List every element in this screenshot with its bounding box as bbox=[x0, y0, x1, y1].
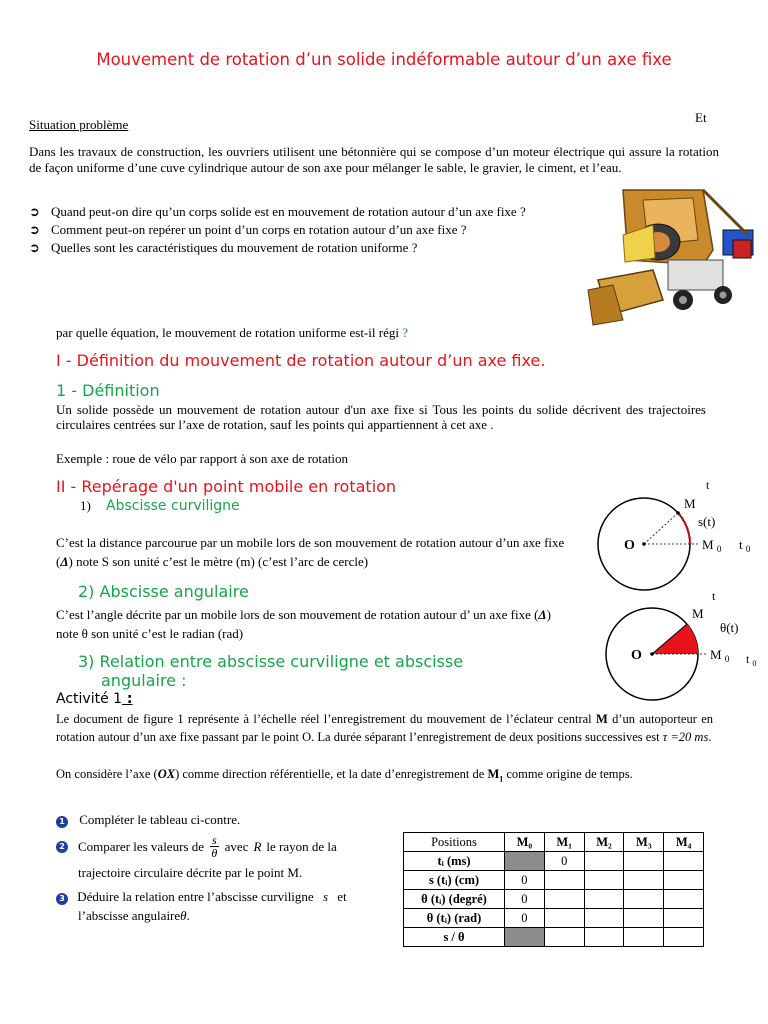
svg-text:t 0 bbox=[739, 537, 751, 554]
question-item: ➲ Quand peut-on dire qu’un corps solide est en mouvement de rotation autour d’un axe fixe ? bbox=[29, 204, 526, 220]
section-2-title: II - Repérage d'un point mobile en rotation bbox=[56, 477, 397, 496]
table-cell[interactable] bbox=[664, 871, 704, 890]
table-cell[interactable] bbox=[624, 871, 664, 890]
table-cell[interactable] bbox=[624, 852, 664, 871]
row-label: θ (tᵢ) (rad) bbox=[404, 909, 505, 928]
table-cell[interactable] bbox=[624, 928, 664, 947]
table-cell[interactable] bbox=[505, 852, 545, 871]
row-label: θ (tᵢ) (degré) bbox=[404, 890, 505, 909]
arrow-bullet-icon: ➲ bbox=[29, 205, 40, 220]
table-row bbox=[404, 852, 704, 871]
table-cell[interactable] bbox=[584, 909, 624, 928]
table-cell[interactable] bbox=[624, 909, 664, 928]
last-question: par quelle équation, le mouvement de rotation uniforme est-il régi ? bbox=[56, 325, 408, 340]
question-list bbox=[29, 204, 629, 258]
table-cell[interactable] bbox=[664, 928, 704, 947]
diagram1-arc: s(t) bbox=[698, 514, 716, 529]
question-item: ➲ Comment peut-on repérer un point d’un corps en rotation autour d’un axe fixe ? bbox=[29, 222, 467, 238]
situation-heading: Situation problème bbox=[29, 117, 129, 132]
table-cell[interactable] bbox=[584, 852, 624, 871]
section-1-title: I - Définition du mouvement de rotation autour d’un axe fixe. bbox=[56, 351, 546, 370]
table-cell[interactable]: 0 bbox=[505, 909, 545, 928]
activity-paragraph-2: On considère l’axe (OX) comme direction référentielle, et la date d’enregistrement de $M_1$ comme origine de temps. bbox=[56, 767, 633, 784]
diagram1-M: M bbox=[684, 496, 696, 511]
subsection-curvilinear-heading: 1) Abscisse curviligne bbox=[80, 498, 240, 514]
table-row bbox=[404, 909, 704, 928]
table-cell[interactable] bbox=[624, 890, 664, 909]
number-1-icon: 1 bbox=[56, 816, 68, 828]
table-row bbox=[404, 871, 704, 890]
table-cell[interactable]: 0 bbox=[544, 852, 584, 871]
diagram1-M0-sub: 0 bbox=[716, 544, 722, 554]
number-2-icon: 2 bbox=[56, 841, 68, 853]
fraction-s-theta: s θ bbox=[211, 833, 218, 860]
diagram1-t0-sub: 0 bbox=[745, 544, 751, 554]
curvilinear-diagram bbox=[596, 478, 768, 596]
number-3-icon: 3 bbox=[56, 893, 68, 905]
activity-item-2: 2 Comparer les valeurs de s θ avec R le rayon de la trajectoire circulaire décrite par le point M. bbox=[56, 834, 396, 881]
activity-item-1: 1 Compléter le tableau ci-contre. bbox=[56, 812, 240, 828]
arrow-bullet-icon: ➲ bbox=[29, 241, 40, 256]
table-header-cell: M₀ bbox=[505, 833, 545, 852]
measurement-table bbox=[403, 832, 704, 947]
activity-item-3: 3 Déduire la relation entre l’abscisse curviligne s et l’abscisse angulaireθ. bbox=[56, 887, 396, 925]
table-cell[interactable] bbox=[544, 928, 584, 947]
table-cell[interactable] bbox=[664, 890, 704, 909]
situation-paragraph: Dans les travaux de construction, les ouvriers utilisent une bétonnière qui se compose d’un moteur électrique qui assure la rotation de façon uniforme d’une cuve cylindrique autour de son axe pour mélanger le sable, le gravier, le ciment, et l’eau. bbox=[29, 144, 719, 175]
svg-text:M 0 bbox=[710, 647, 730, 664]
definition-text: Un solide possède un mouvement de rotation autour d'un axe fixe si Tous les points du solide décrivent des trajectoires circulaires centrées sur l’axe de rotation, sauf les points qui appartiennent à cet axe . bbox=[56, 402, 706, 432]
table-cell[interactable] bbox=[584, 890, 624, 909]
table-cell[interactable] bbox=[584, 871, 624, 890]
svg-text:t 0 bbox=[746, 652, 756, 668]
example-text: Exemple : roue de vélo par rapport à son axe de rotation bbox=[56, 451, 349, 466]
table-header-cell: Positions bbox=[404, 833, 505, 852]
diagram2-angle: θ(t) bbox=[720, 620, 739, 635]
diagram2-O: O bbox=[631, 648, 642, 663]
table-header-cell: M₂ bbox=[584, 833, 624, 852]
table-header-cell: M₃ bbox=[624, 833, 664, 852]
diagram2-t: t bbox=[712, 589, 716, 603]
subsection-angular-heading: 2) Abscisse angulaire bbox=[78, 582, 249, 601]
section-1-subtitle: 1 - Définition bbox=[56, 381, 160, 400]
table-cell[interactable]: 0 bbox=[505, 871, 545, 890]
table-header-cell: M₄ bbox=[664, 833, 704, 852]
activity-label: Activité 1 : bbox=[56, 691, 133, 707]
table-row bbox=[404, 928, 704, 947]
table-cell[interactable] bbox=[544, 890, 584, 909]
activity-paragraph-1: Le document de figure 1 représente à l’échelle réel l’enregistrement du mouvement de l’éclateur central M d’un autoporteur en rotation autour d’un axe fixe passant par le point O. La durée séparant l’enregistrement de deux positions successives est τ =20 ms. bbox=[56, 712, 713, 744]
diagram2-M: M bbox=[692, 606, 704, 621]
diagram1-t0: t bbox=[739, 537, 743, 552]
row-label: s (tᵢ) (cm) bbox=[404, 871, 505, 890]
table-header-row bbox=[404, 833, 704, 852]
table-cell[interactable]: 0 bbox=[505, 890, 545, 909]
table-cell[interactable] bbox=[544, 909, 584, 928]
diagram2-t0: t bbox=[746, 652, 750, 666]
table-cell[interactable] bbox=[664, 852, 704, 871]
angular-diagram bbox=[596, 588, 768, 706]
diagram1-t: t bbox=[706, 478, 710, 492]
angular-text: C’est l’angle décrite par un mobile lors de son mouvement de rotation autour d’ un axe fixe (Δ) note θ son unité c’est le radian (rad) bbox=[56, 607, 551, 641]
concrete-mixer-illustration bbox=[583, 180, 763, 330]
diagram1-O: O bbox=[624, 538, 635, 553]
table-cell[interactable] bbox=[544, 871, 584, 890]
svg-text:M 0 bbox=[702, 537, 722, 554]
corner-text: Et bbox=[695, 110, 707, 125]
page-title: Mouvement de rotation d’un solide indéformable autour d’un axe fixe bbox=[96, 50, 672, 69]
diagram2-t0-sub: 0 bbox=[752, 659, 757, 668]
diagram2-M0: M bbox=[710, 647, 722, 662]
table-row bbox=[404, 890, 704, 909]
row-label: s / θ bbox=[404, 928, 505, 947]
diagram2-M0-sub: 0 bbox=[724, 654, 730, 664]
table-cell[interactable] bbox=[505, 928, 545, 947]
row-label: tᵢ (ms) bbox=[404, 852, 505, 871]
subsection-relation-heading: 3) Relation entre abscisse curviligne et abscisse angulaire : bbox=[78, 652, 464, 690]
table-cell[interactable] bbox=[664, 909, 704, 928]
arrow-bullet-icon: ➲ bbox=[29, 223, 40, 238]
table-cell[interactable] bbox=[584, 928, 624, 947]
question-item: ➲ Quelles sont les caractéristiques du mouvement de rotation uniforme ? bbox=[29, 240, 418, 256]
diagram1-M0: M bbox=[702, 537, 714, 552]
table-header-cell: M₁ bbox=[544, 833, 584, 852]
curvilinear-text: C’est la distance parcourue par un mobile lors de son mouvement de rotation autour d’un axe fixe (Δ) note S son unité c’est le mètre (m) (c’est l’arc de cercle) bbox=[56, 535, 565, 569]
